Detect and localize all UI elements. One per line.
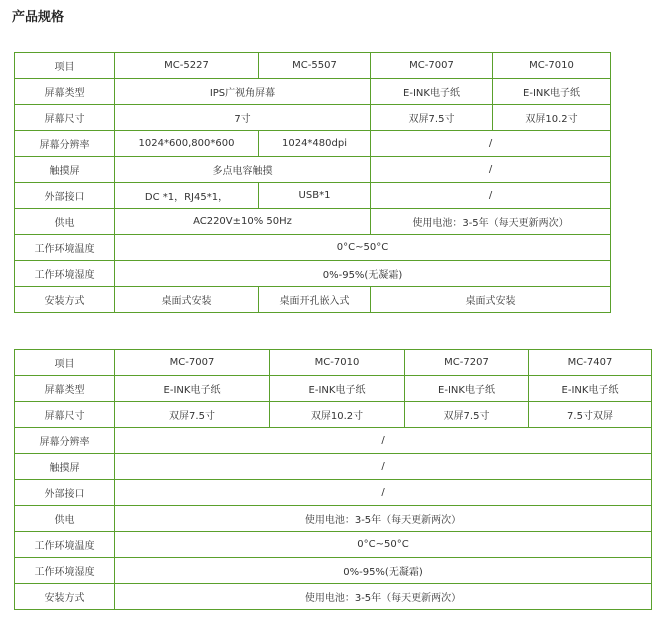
table-row (15, 131, 611, 157)
table-cell: 1024*600,800*600 (115, 131, 259, 157)
table-cell: 双屏7.5寸 (405, 402, 529, 428)
table-cell: E-INK电子纸 (270, 376, 405, 402)
table-cell: 双屏7.5寸 (371, 105, 493, 131)
row-label: 供电 (15, 209, 115, 235)
table-row (15, 235, 611, 261)
table-cell: / (371, 157, 611, 183)
table-row (15, 506, 652, 532)
row-label: 触摸屏 (15, 454, 115, 480)
table-cell: E-INK电子纸 (405, 376, 529, 402)
table-cell: 0%-95%(无凝霜) (115, 261, 611, 287)
section-title: 产品规格 (12, 10, 65, 25)
table-cell: 双屏10.2寸 (270, 402, 405, 428)
table-cell: 双屏10.2寸 (493, 105, 611, 131)
table-cell: 使用电池：3-5年（每天更新两次） (115, 584, 652, 610)
row-label: 安装方式 (15, 584, 115, 610)
table-cell: 7寸 (115, 105, 371, 131)
spec-table-2 (14, 349, 652, 610)
header-cell: MC-7207 (405, 350, 529, 376)
table-cell: / (115, 454, 652, 480)
table-row (15, 350, 652, 376)
table-cell: DC *1，RJ45*1， (115, 183, 259, 209)
row-label: 屏幕类型 (15, 376, 115, 402)
table-cell: E-INK电子纸 (115, 376, 270, 402)
table-cell: USB*1 (259, 183, 371, 209)
header-cell: 项目 (15, 350, 115, 376)
row-label: 供电 (15, 506, 115, 532)
table-row (15, 532, 652, 558)
row-label: 触摸屏 (15, 157, 115, 183)
header-cell: MC-7007 (115, 350, 270, 376)
table-cell: AC220V±10% 50Hz (115, 209, 371, 235)
table-cell: 桌面式安装 (115, 287, 259, 313)
header-cell: MC-7407 (529, 350, 652, 376)
table-row (15, 584, 652, 610)
table-row (15, 480, 652, 506)
row-label: 屏幕分辨率 (15, 428, 115, 454)
table-row (15, 376, 652, 402)
table-cell: 多点电容触摸 (115, 157, 371, 183)
row-label: 外部接口 (15, 480, 115, 506)
row-label: 工作环境湿度 (15, 558, 115, 584)
table-cell: 0%-95%(无凝霜) (115, 558, 652, 584)
row-label: 屏幕类型 (15, 79, 115, 105)
table-cell: / (115, 480, 652, 506)
table-row (15, 105, 611, 131)
table-row (15, 183, 611, 209)
row-label: 工作环境湿度 (15, 261, 115, 287)
row-label: 屏幕尺寸 (15, 105, 115, 131)
table-cell: / (371, 131, 611, 157)
table-row (15, 261, 611, 287)
row-label: 工作环境温度 (15, 532, 115, 558)
table-cell: 1024*480dpi (259, 131, 371, 157)
table-cell: / (115, 428, 652, 454)
table-row (15, 53, 611, 79)
table-cell: 双屏7.5寸 (115, 402, 270, 428)
table-cell: E-INK电子纸 (493, 79, 611, 105)
row-label: 屏幕尺寸 (15, 402, 115, 428)
table-cell: IPS广视角屏幕 (115, 79, 371, 105)
table-row (15, 157, 611, 183)
row-label: 外部接口 (15, 183, 115, 209)
row-label: 安装方式 (15, 287, 115, 313)
table-row (15, 287, 611, 313)
row-label: 工作环境温度 (15, 235, 115, 261)
table-row (15, 558, 652, 584)
table-cell: 使用电池：3-5年（每天更新两次） (115, 506, 652, 532)
table-row (15, 454, 652, 480)
table-cell: E-INK电子纸 (371, 79, 493, 105)
table-row (15, 79, 611, 105)
header-cell: MC-7010 (493, 53, 611, 79)
table-row (15, 428, 652, 454)
spec-table-1 (14, 52, 611, 313)
table-row (15, 402, 652, 428)
header-cell: MC-7007 (371, 53, 493, 79)
table-cell: / (371, 183, 611, 209)
header-cell: MC-5227 (115, 53, 259, 79)
table-cell: 0°C~50°C (115, 532, 652, 558)
table-cell: 7.5寸双屏 (529, 402, 652, 428)
row-label: 屏幕分辨率 (15, 131, 115, 157)
table-cell: 使用电池：3-5年（每天更新两次） (371, 209, 611, 235)
table-cell: 桌面式安装 (371, 287, 611, 313)
header-cell: 项目 (15, 53, 115, 79)
table-cell: 0°C~50°C (115, 235, 611, 261)
header-cell: MC-7010 (270, 350, 405, 376)
table-cell: E-INK电子纸 (529, 376, 652, 402)
header-cell: MC-5507 (259, 53, 371, 79)
table-cell: 桌面开孔嵌入式 (259, 287, 371, 313)
table-row (15, 209, 611, 235)
